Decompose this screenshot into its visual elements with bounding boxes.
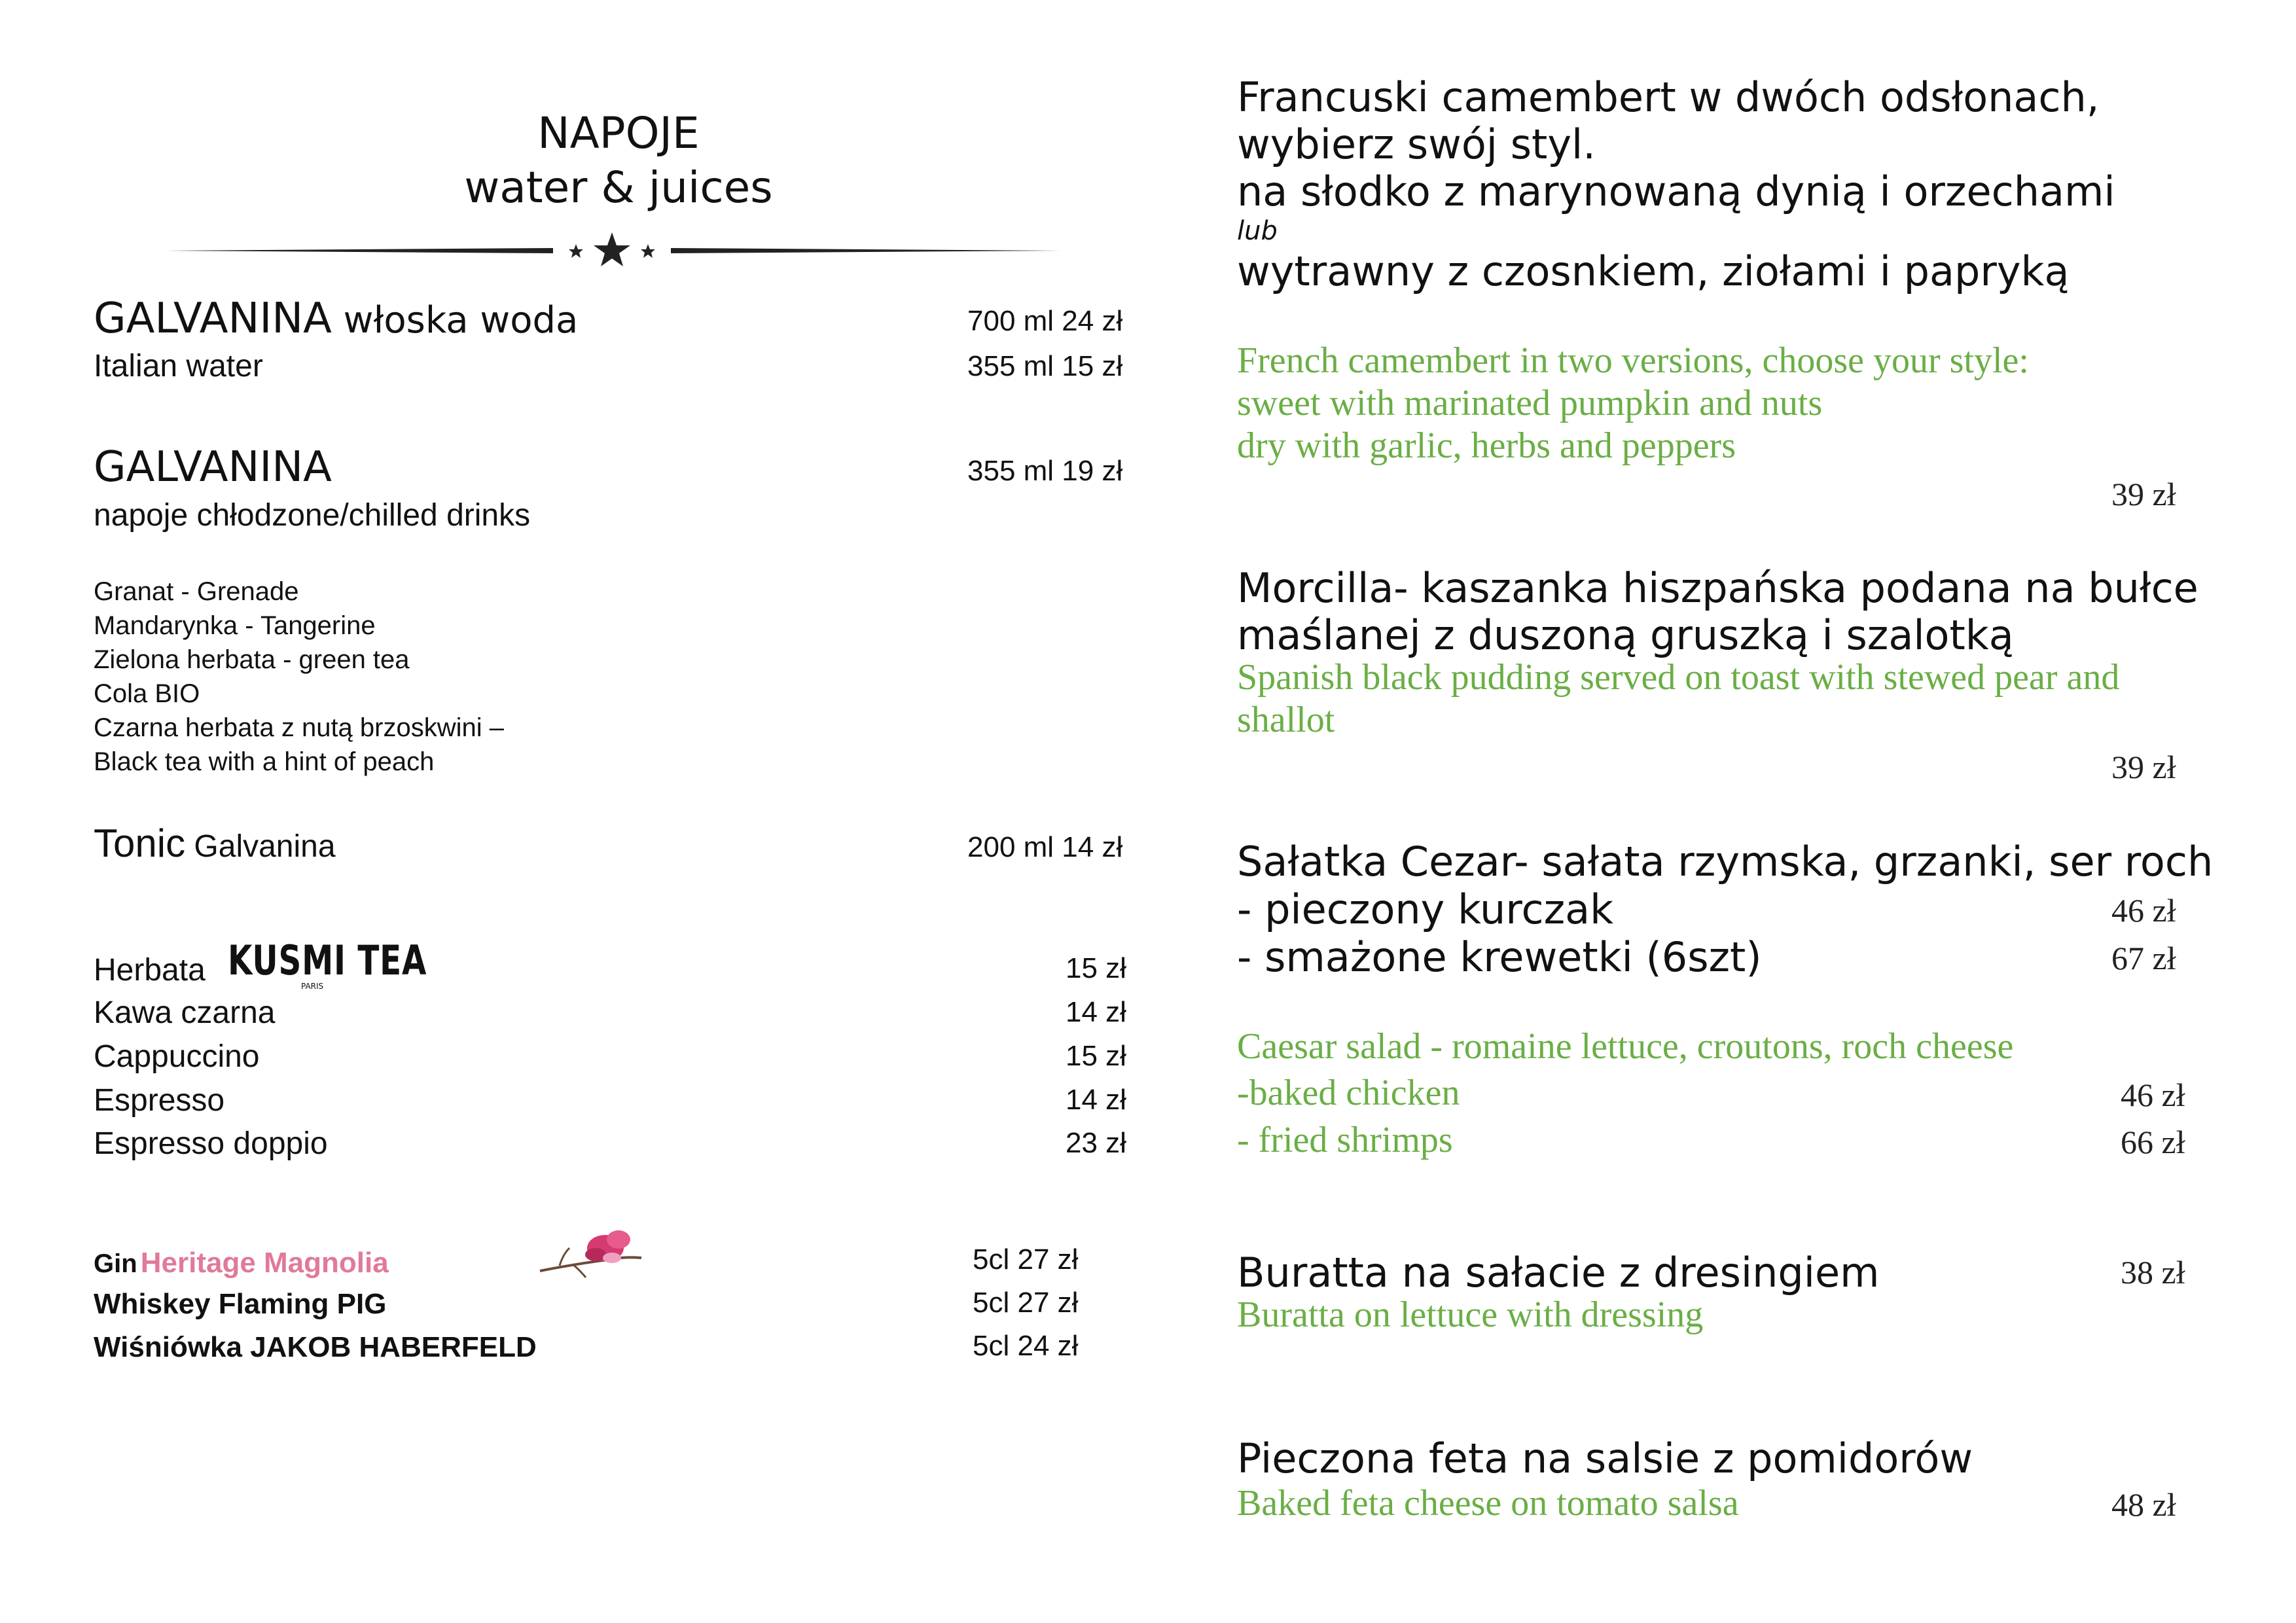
morcilla-price: 39 zł xyxy=(2111,749,2176,785)
star-icon xyxy=(594,232,630,266)
list-item: Czarna herbata z nutą brzoskwini – xyxy=(94,713,504,742)
gin-price: 5cl 27 zł xyxy=(973,1243,1079,1275)
camembert-pl-1: Francuski camembert w dwóch odsłonach, xyxy=(1237,73,2100,121)
galvanina-drinks-sub: napoje chłodzone/chilled drinks xyxy=(94,498,531,533)
caesar-pl-3-price: 67 zł xyxy=(2111,940,2176,976)
camembert-pl-4: wytrawny z czosnkiem, ziołami i papryką xyxy=(1237,247,2070,295)
espresso-price: 14 zł xyxy=(1066,1084,1126,1116)
camembert-en-2: sweet with marinated pumpkin and nuts xyxy=(1237,383,1823,423)
caesar-en-1: Caesar salad - romaine lettuce, croutons, roch cheese xyxy=(1237,1026,2014,1067)
drinks-title: NAPOJE xyxy=(537,108,700,158)
drinks-subtitle: water & juices xyxy=(464,162,773,213)
galvanina-flavor-list xyxy=(94,575,504,779)
small-star-icon xyxy=(641,244,655,258)
feta-pl: Pieczona feta na salsie z pomidorów xyxy=(1237,1435,1973,1482)
tonic-title: Tonic Galvanina xyxy=(94,821,336,865)
galvanina-water-price-355: 355 ml 15 zł xyxy=(967,350,1123,382)
gin-title: Gin Heritage Magnolia xyxy=(94,1247,389,1279)
feta-en: Baked feta cheese on tomato salsa xyxy=(1237,1483,1739,1524)
whiskey-title: Whiskey Flaming PIG xyxy=(94,1288,387,1320)
galvanina-water-sub: Italian water xyxy=(94,349,263,383)
buratta-en: Buratta on lettuce with dressing xyxy=(1237,1294,1704,1335)
morcilla-en-2: shallot xyxy=(1237,700,1335,740)
galvanina-drinks-price: 355 ml 19 zł xyxy=(967,455,1123,487)
feta-price: 48 zł xyxy=(2111,1486,2176,1523)
list-item: Granat - Grenade xyxy=(94,577,299,606)
espresso-label: Espresso xyxy=(94,1083,225,1118)
caesar-en-3: - fried shrimps xyxy=(1237,1120,1453,1160)
kawa-czarna-price: 14 zł xyxy=(1066,996,1126,1028)
tonic-price: 200 ml 14 zł xyxy=(967,831,1123,863)
camembert-pl-2: wybierz swój styl. xyxy=(1237,120,1596,168)
caesar-en-2: -baked chicken xyxy=(1237,1073,1460,1113)
caesar-pl-2: - pieczony kurczak xyxy=(1237,885,1614,933)
wisniowka-price: 5cl 24 zł xyxy=(973,1330,1079,1362)
morcilla-en-1: Spanish black pudding served on toast with stewed pear and xyxy=(1237,657,2120,698)
camembert-en-3: dry with garlic, herbs and peppers xyxy=(1237,425,1736,466)
herbata-label: Herbata xyxy=(94,953,206,988)
herbata-price: 15 zł xyxy=(1066,952,1126,984)
camembert-price: 39 zł xyxy=(2111,476,2176,512)
buratta-price: 38 zł xyxy=(2121,1254,2185,1291)
camembert-pl-3: na słodko z marynowaną dynią i orzechami xyxy=(1237,168,2115,215)
caesar-pl-3: - smażone krewetki (6szt) xyxy=(1237,933,1762,981)
espresso-doppio-label: Espresso doppio xyxy=(94,1126,328,1161)
caesar-pl-2-price: 46 zł xyxy=(2111,892,2176,929)
magnolia-flower-icon xyxy=(533,1219,651,1291)
star-divider xyxy=(164,226,1060,278)
cappuccino-price: 15 zł xyxy=(1066,1040,1126,1072)
camembert-or: lub xyxy=(1237,216,1278,246)
list-item: Mandarynka - Tangerine xyxy=(94,611,376,640)
morcilla-pl-1: Morcilla- kaszanka hiszpańska podana na bułce xyxy=(1237,564,2198,612)
galvanina-water-title: GALVANINA włoska woda xyxy=(94,294,579,343)
list-item: Zielona herbata - green tea xyxy=(94,645,410,674)
list-item: Black tea with a hint of peach xyxy=(94,747,435,776)
galvanina-drinks-title: GALVANINA xyxy=(94,443,332,491)
wisniowka-title: Wiśniówka JAKOB HABERFELD xyxy=(94,1331,537,1363)
small-star-icon xyxy=(569,244,583,258)
espresso-doppio-price: 23 zł xyxy=(1066,1127,1126,1159)
galvanina-water-price-700: 700 ml 24 zł xyxy=(967,305,1123,337)
caesar-pl-1: Sałatka Cezar- sałata rzymska, grzanki, ser roch xyxy=(1237,838,2214,885)
caesar-en-3-price: 66 zł xyxy=(2121,1124,2185,1160)
camembert-en-1: French camembert in two versions, choose your style: xyxy=(1237,340,2029,381)
buratta-pl: Buratta na sałacie z dresingiem xyxy=(1237,1249,1880,1296)
kusmi-tea-logo: KUSMI TEA PARIS xyxy=(228,936,427,991)
list-item: Cola BIO xyxy=(94,679,200,708)
whiskey-price: 5cl 27 zł xyxy=(973,1287,1079,1319)
morcilla-pl-2: maślanej z duszoną gruszką i szalotką xyxy=(1237,611,2014,659)
caesar-en-2-price: 46 zł xyxy=(2121,1077,2185,1113)
kawa-czarna-label: Kawa czarna xyxy=(94,995,276,1030)
cappuccino-label: Cappuccino xyxy=(94,1039,260,1074)
